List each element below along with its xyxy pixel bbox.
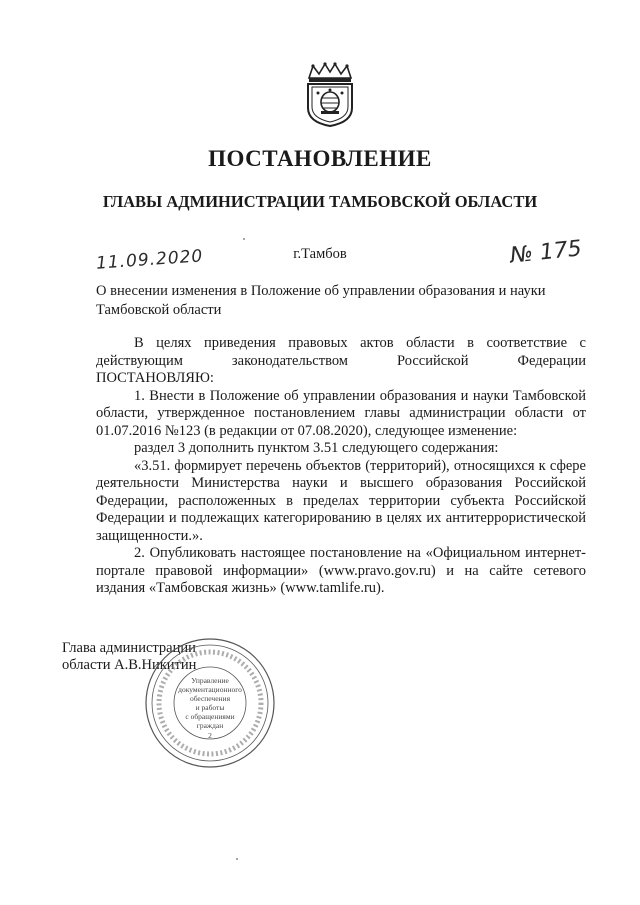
scan-speck xyxy=(236,858,238,860)
item-1: 1. Внести в Положение об управлении образования и науки Тамбовской области, утвержденное постановлением главы администрации области от 01.07.2016 №123 (в редакции от 07.08.2020), следующее изменение: xyxy=(96,387,586,439)
signature-name: области А.В.Никитин xyxy=(62,657,197,673)
document-title: ПОСТАНОВЛЕНИЕ xyxy=(208,146,432,171)
stamp-text-1: Управление xyxy=(191,676,229,685)
scan-speck xyxy=(243,238,245,240)
stamp-text-5: с обращениями xyxy=(185,712,235,721)
item-1-quote: «3.51. формирует перечень объектов (территорий), относящихся к сфере деятельности Министерства науки и высшего образования Российской Федерации, расположенных в пределах территории субъекта Российской Федерации и подлежащих категорированию в целях их антитеррористической защищенности.». xyxy=(96,457,586,544)
preamble-line-2: действующим законодательством Российской Федерации xyxy=(96,352,586,369)
stamp-text-2: документационного xyxy=(178,685,242,694)
item-1-section: раздел 3 дополнить пунктом 3.51 следующего содержания: xyxy=(134,440,499,456)
signature-position: Глава администрации xyxy=(62,640,196,656)
preamble-line-1: В целях приведения правовых актов области в соответствие с xyxy=(134,335,586,351)
resolve-heading: ПОСТАНОВЛЯЮ: xyxy=(96,370,214,386)
document-subject xyxy=(96,282,596,320)
tambov-coat-of-arms-icon xyxy=(301,62,359,128)
subject-line-2: Тамбовской области xyxy=(96,302,222,318)
handwritten-date: 11.09.2020 xyxy=(95,246,204,274)
stamp-text-4: и работы xyxy=(195,703,225,712)
document-body xyxy=(96,335,586,598)
stamp-text-3: обеспечения xyxy=(189,694,231,703)
city-label: г.Тамбов xyxy=(293,246,347,262)
document-subtitle: ГЛАВЫ АДМИНИСТРАЦИИ ТАМБОВСКОЙ ОБЛАСТИ xyxy=(102,192,538,211)
stamp-text-6: граждан xyxy=(196,721,224,730)
official-round-stamp-icon xyxy=(143,636,277,770)
item-2: 2. Опубликовать настоящее постановление на «Официальном интернет-портале правовой информации» (www.pravo.gov.ru) и на сайте сетевого издания «Тамбовская жизнь» (www.tamlife.ru). xyxy=(96,545,586,596)
handwritten-number: № 175 xyxy=(508,236,583,269)
subject-line-1: О внесении изменения в Положение об управлении образования и науки xyxy=(96,283,546,299)
stamp-number: 2 xyxy=(208,731,212,740)
